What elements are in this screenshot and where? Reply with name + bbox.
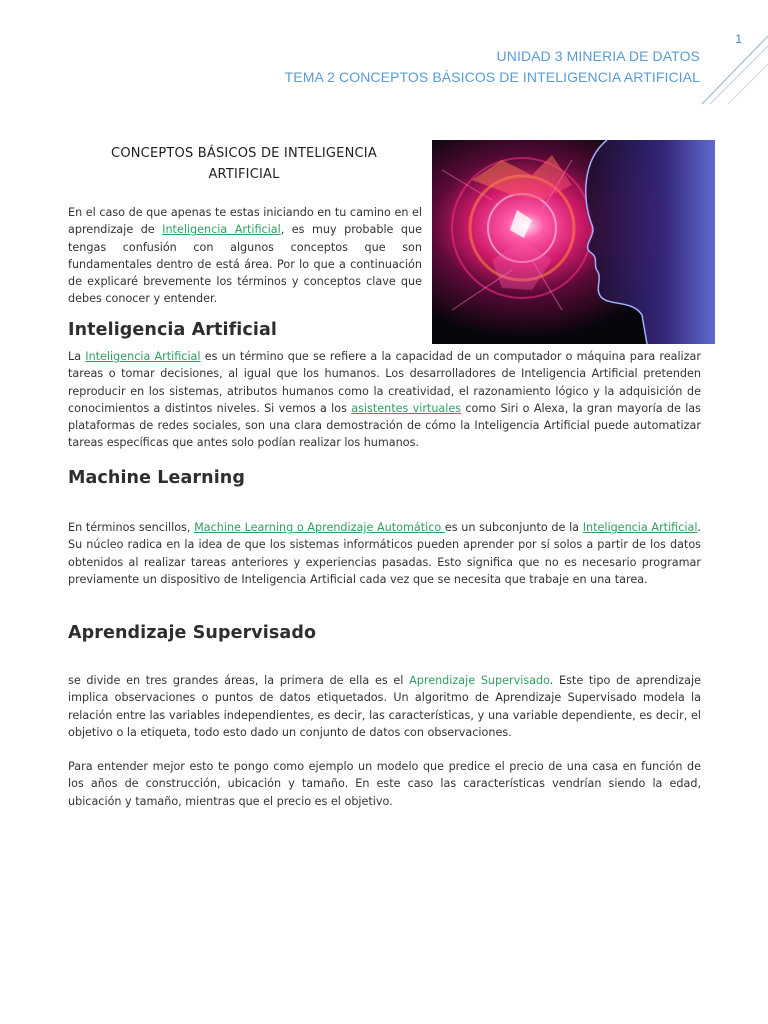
link-inteligencia-artificial[interactable]: Inteligencia Artificial <box>162 223 281 237</box>
document-title <box>68 143 420 185</box>
link-inteligencia-artificial-2[interactable]: Inteligencia Artificial <box>85 350 201 363</box>
paragraph-machine-learning: En términos sencillos, Machine Learning o Aprendizaje Automático es un subconjunto de la Inteligencia Artificial. Su núcleo radica en la idea de que los sistemas informáticos pueden aprender por sí solos a partir de los datos obtenidos al realizar tareas anteriores y experiencias pasadas. Esto significa que no es necesario programar previamente un dispositivo de Inteligencia Artificial cada vez que se necesita que trabaje en una tarea. <box>68 521 702 586</box>
link-inteligencia-artificial-3[interactable]: Inteligencia Artificial <box>582 521 698 534</box>
link-machine-learning[interactable]: Machine Learning o Aprendizaje Automático <box>194 521 445 534</box>
paragraph-inteligencia-artificial: La Inteligencia Artificial es un término que se refiere a la capacidad de un computador o máquina para realizar tareas o tomar decisiones, al igual que los humanos. Los desarrolladores de Inteligencia Artificial pretenden reproducir en los sistemas, atributos humanos como la creatividad, el razonamiento lógico y la adquisición de conocimientos a distintos niveles. Si vemos a los asistentes virtuales como Siri o Alexa, la gran mayoría de las plataformas de redes sociales, son una clara demostración de cómo la Inteligencia Artificial puede automatizar tareas específicas que antes solo podían realizar los humanos. <box>68 350 701 450</box>
heading-machine-learning: Machine Learning <box>68 468 245 488</box>
intro-paragraph: En el caso de que apenas te estas iniciando en tu camino en el aprendizaje de Inteligencia Artificial, es muy probable que tengas confusión con algunos conceptos que son fundamentales dentro de está área. Por lo que a continuación de explicaré brevemente los términos y conceptos clave que debes conocer y entender. <box>68 206 422 306</box>
paragraph-aprendizaje-supervisado: se divide en tres grandes áreas, la primera de ella es el Aprendizaje Supervisado. Este tipo de aprendizaje implica observaciones o puntos de datos etiquetados. Un algoritmo de Aprendizaje Supervisado modela la relación entre las variables independientes, es decir, las características, y una variable dependiente, es decir, el objetivo o la etiqueta, todo esto dado un conjunto de datos con observaciones. <box>68 674 701 739</box>
header-topic: TEMA 2 CONCEPTOS BÁSICOS DE INTELIGENCIA ARTIFICIAL <box>284 69 700 85</box>
link-asistentes-virtuales[interactable]: asistentes virtuales <box>351 401 462 415</box>
heading-aprendizaje-supervisado: Aprendizaje Supervisado <box>68 623 317 643</box>
heading-inteligencia-artificial: Inteligencia Artificial <box>68 320 277 340</box>
page-number: 1 <box>735 32 742 46</box>
page-header <box>285 46 700 88</box>
ai-head-graphic <box>432 140 715 344</box>
paragraph-ejemplo: Para entender mejor esto te pongo como ejemplo un modelo que predice el precio de una casa en función de los años de construcción, ubicación y tamaño. En este caso las características vendrían siendo la edad, ubicación y tamaño, mientras que el precio es el objetivo. <box>68 760 701 808</box>
title-line-2: ARTIFICIAL <box>208 167 280 182</box>
corner-decoration <box>688 32 768 112</box>
ai-head-illustration <box>432 140 715 344</box>
term-aprendizaje-supervisado: Aprendizaje Supervisado <box>409 674 550 687</box>
title-line-1: CONCEPTOS BÁSICOS DE INTELIGENCIA <box>111 146 377 161</box>
header-unit: UNIDAD 3 MINERIA DE DATOS <box>496 48 700 64</box>
